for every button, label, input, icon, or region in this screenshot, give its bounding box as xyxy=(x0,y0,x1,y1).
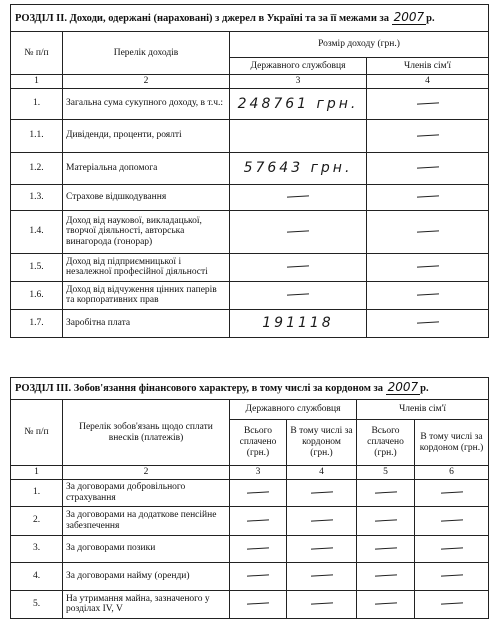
row-label: Загальна сума сукупного доходу, в т.ч.: xyxy=(63,88,230,119)
empty-dash xyxy=(310,603,332,605)
col-paid-header: Всього сплачено (грн.) xyxy=(230,420,287,466)
empty-dash xyxy=(441,519,463,521)
empty-dash xyxy=(287,230,309,232)
empty-dash xyxy=(310,491,332,493)
empty-dash xyxy=(417,266,439,268)
empty-dash xyxy=(287,196,309,198)
col-number-2: 2 xyxy=(63,466,230,480)
empty-dash xyxy=(441,603,463,605)
table-row xyxy=(11,88,489,119)
row-num: 3. xyxy=(11,535,63,562)
table-row xyxy=(11,590,489,618)
row-label: Матеріальна допомога xyxy=(63,152,230,184)
row-num: 5. xyxy=(11,590,63,618)
empty-dash xyxy=(417,196,439,198)
row-label: За договорами найму (оренди) xyxy=(63,562,230,590)
empty-dash xyxy=(374,603,396,605)
col-paid-header: Всього сплачено (грн.) xyxy=(357,420,415,466)
empty-dash xyxy=(417,322,439,324)
empty-dash xyxy=(374,519,396,521)
table-row xyxy=(11,152,489,184)
empty-dash xyxy=(441,575,463,577)
col-item-header: Перелік доходів xyxy=(63,32,230,75)
col-number-4: 4 xyxy=(367,75,489,89)
empty-dash xyxy=(374,547,396,549)
table-row xyxy=(11,281,489,309)
col-item-header: Перелік зобов'язань щодо сплати внесків (платежів) xyxy=(63,400,230,466)
empty-dash xyxy=(374,491,396,493)
col-number-2: 2 xyxy=(63,75,230,89)
row-label: За договорами на додаткове пенсійне забезпечення xyxy=(63,506,230,535)
table-row xyxy=(11,253,489,281)
table-row xyxy=(11,184,489,210)
col-official-header: Державного службовця xyxy=(230,58,367,75)
empty-dash xyxy=(417,134,439,136)
row-num: 1. xyxy=(11,88,63,119)
official-amount: 248761 грн. xyxy=(237,95,359,112)
col-num-header: № п/п xyxy=(11,400,63,466)
table-row xyxy=(11,535,489,562)
col-number-6: 6 xyxy=(415,466,489,480)
col-number-4: 4 xyxy=(287,466,357,480)
col-number-3: 3 xyxy=(230,75,367,89)
row-num: 2. xyxy=(11,506,63,535)
empty-dash xyxy=(441,547,463,549)
empty-dash xyxy=(247,547,269,549)
row-label: За договорами позики xyxy=(63,535,230,562)
row-label: Страхове відшкодування xyxy=(63,184,230,210)
empty-dash xyxy=(247,519,269,521)
empty-dash xyxy=(287,266,309,268)
table-row xyxy=(11,309,489,337)
empty-dash xyxy=(310,519,332,521)
empty-dash xyxy=(417,294,439,296)
col-family-header: Членів сім'ї xyxy=(367,58,489,75)
row-label: Доход від відчуження цінних паперів та корпоративних прав xyxy=(63,281,230,309)
empty-dash xyxy=(287,294,309,296)
row-label: За договорами добровільного страхування xyxy=(63,479,230,506)
row-num: 1.6. xyxy=(11,281,63,309)
row-num: 4. xyxy=(11,562,63,590)
row-num: 1.5. xyxy=(11,253,63,281)
col-number-1: 1 xyxy=(11,466,63,480)
empty-dash xyxy=(417,167,439,169)
row-num: 1.4. xyxy=(11,210,63,253)
table-row xyxy=(11,119,489,152)
row-num: 1.1. xyxy=(11,119,63,152)
row-num: 1. xyxy=(11,479,63,506)
col-number-1: 1 xyxy=(11,75,63,89)
row-num: 1.2. xyxy=(11,152,63,184)
col-amount-header: Розмір доходу (грн.) xyxy=(230,32,489,58)
empty-dash xyxy=(247,575,269,577)
col-number-3: 3 xyxy=(230,466,287,480)
row-num: 1.3. xyxy=(11,184,63,210)
col-family-header: Членів сім'ї xyxy=(357,400,489,420)
official-amount: 191118 xyxy=(262,315,334,332)
row-label: Доход від підприємницької і незалежної професійної діяльності xyxy=(63,253,230,281)
row-label: Доход від наукової, викладацької, творчої діяльності, авторська винагорода (гонорар) xyxy=(63,210,230,253)
col-num-header: № п/п xyxy=(11,32,63,75)
official-amount: 57643 грн. xyxy=(243,160,353,177)
section-3-table xyxy=(10,377,489,619)
table-row xyxy=(11,562,489,590)
row-num: 1.7. xyxy=(11,309,63,337)
row-label: Дивіденди, проценти, роялті xyxy=(63,119,230,152)
section-2-table xyxy=(10,4,489,338)
col-official-header: Державного службовця xyxy=(230,400,357,420)
empty-dash xyxy=(247,491,269,493)
empty-dash xyxy=(310,575,332,577)
empty-dash xyxy=(417,102,439,104)
empty-dash xyxy=(374,575,396,577)
table-row xyxy=(11,479,489,506)
empty-dash xyxy=(417,230,439,232)
table-row xyxy=(11,210,489,253)
col-abroad-header: В тому числі за кордоном (грн.) xyxy=(287,420,357,466)
official-amount xyxy=(230,119,367,152)
empty-dash xyxy=(310,547,332,549)
row-label: Заробітна плата xyxy=(63,309,230,337)
row-label: На утримання майна, зазначеного у розділах IV, V xyxy=(63,590,230,618)
table-row xyxy=(11,506,489,535)
col-number-5: 5 xyxy=(357,466,415,480)
empty-dash xyxy=(441,491,463,493)
col-abroad-header: В тому числі за кордоном (грн.) xyxy=(415,420,489,466)
empty-dash xyxy=(247,603,269,605)
section-3-title: РОЗДІЛ III. Зобов'язання фінансового характеру, в тому числі за кордоном за 2007 р. xyxy=(11,378,489,400)
section-2-title: РОЗДІЛ II. Доходи, одержані (нараховані) з джерел в Україні та за її межами за 2007 р. xyxy=(11,5,489,32)
